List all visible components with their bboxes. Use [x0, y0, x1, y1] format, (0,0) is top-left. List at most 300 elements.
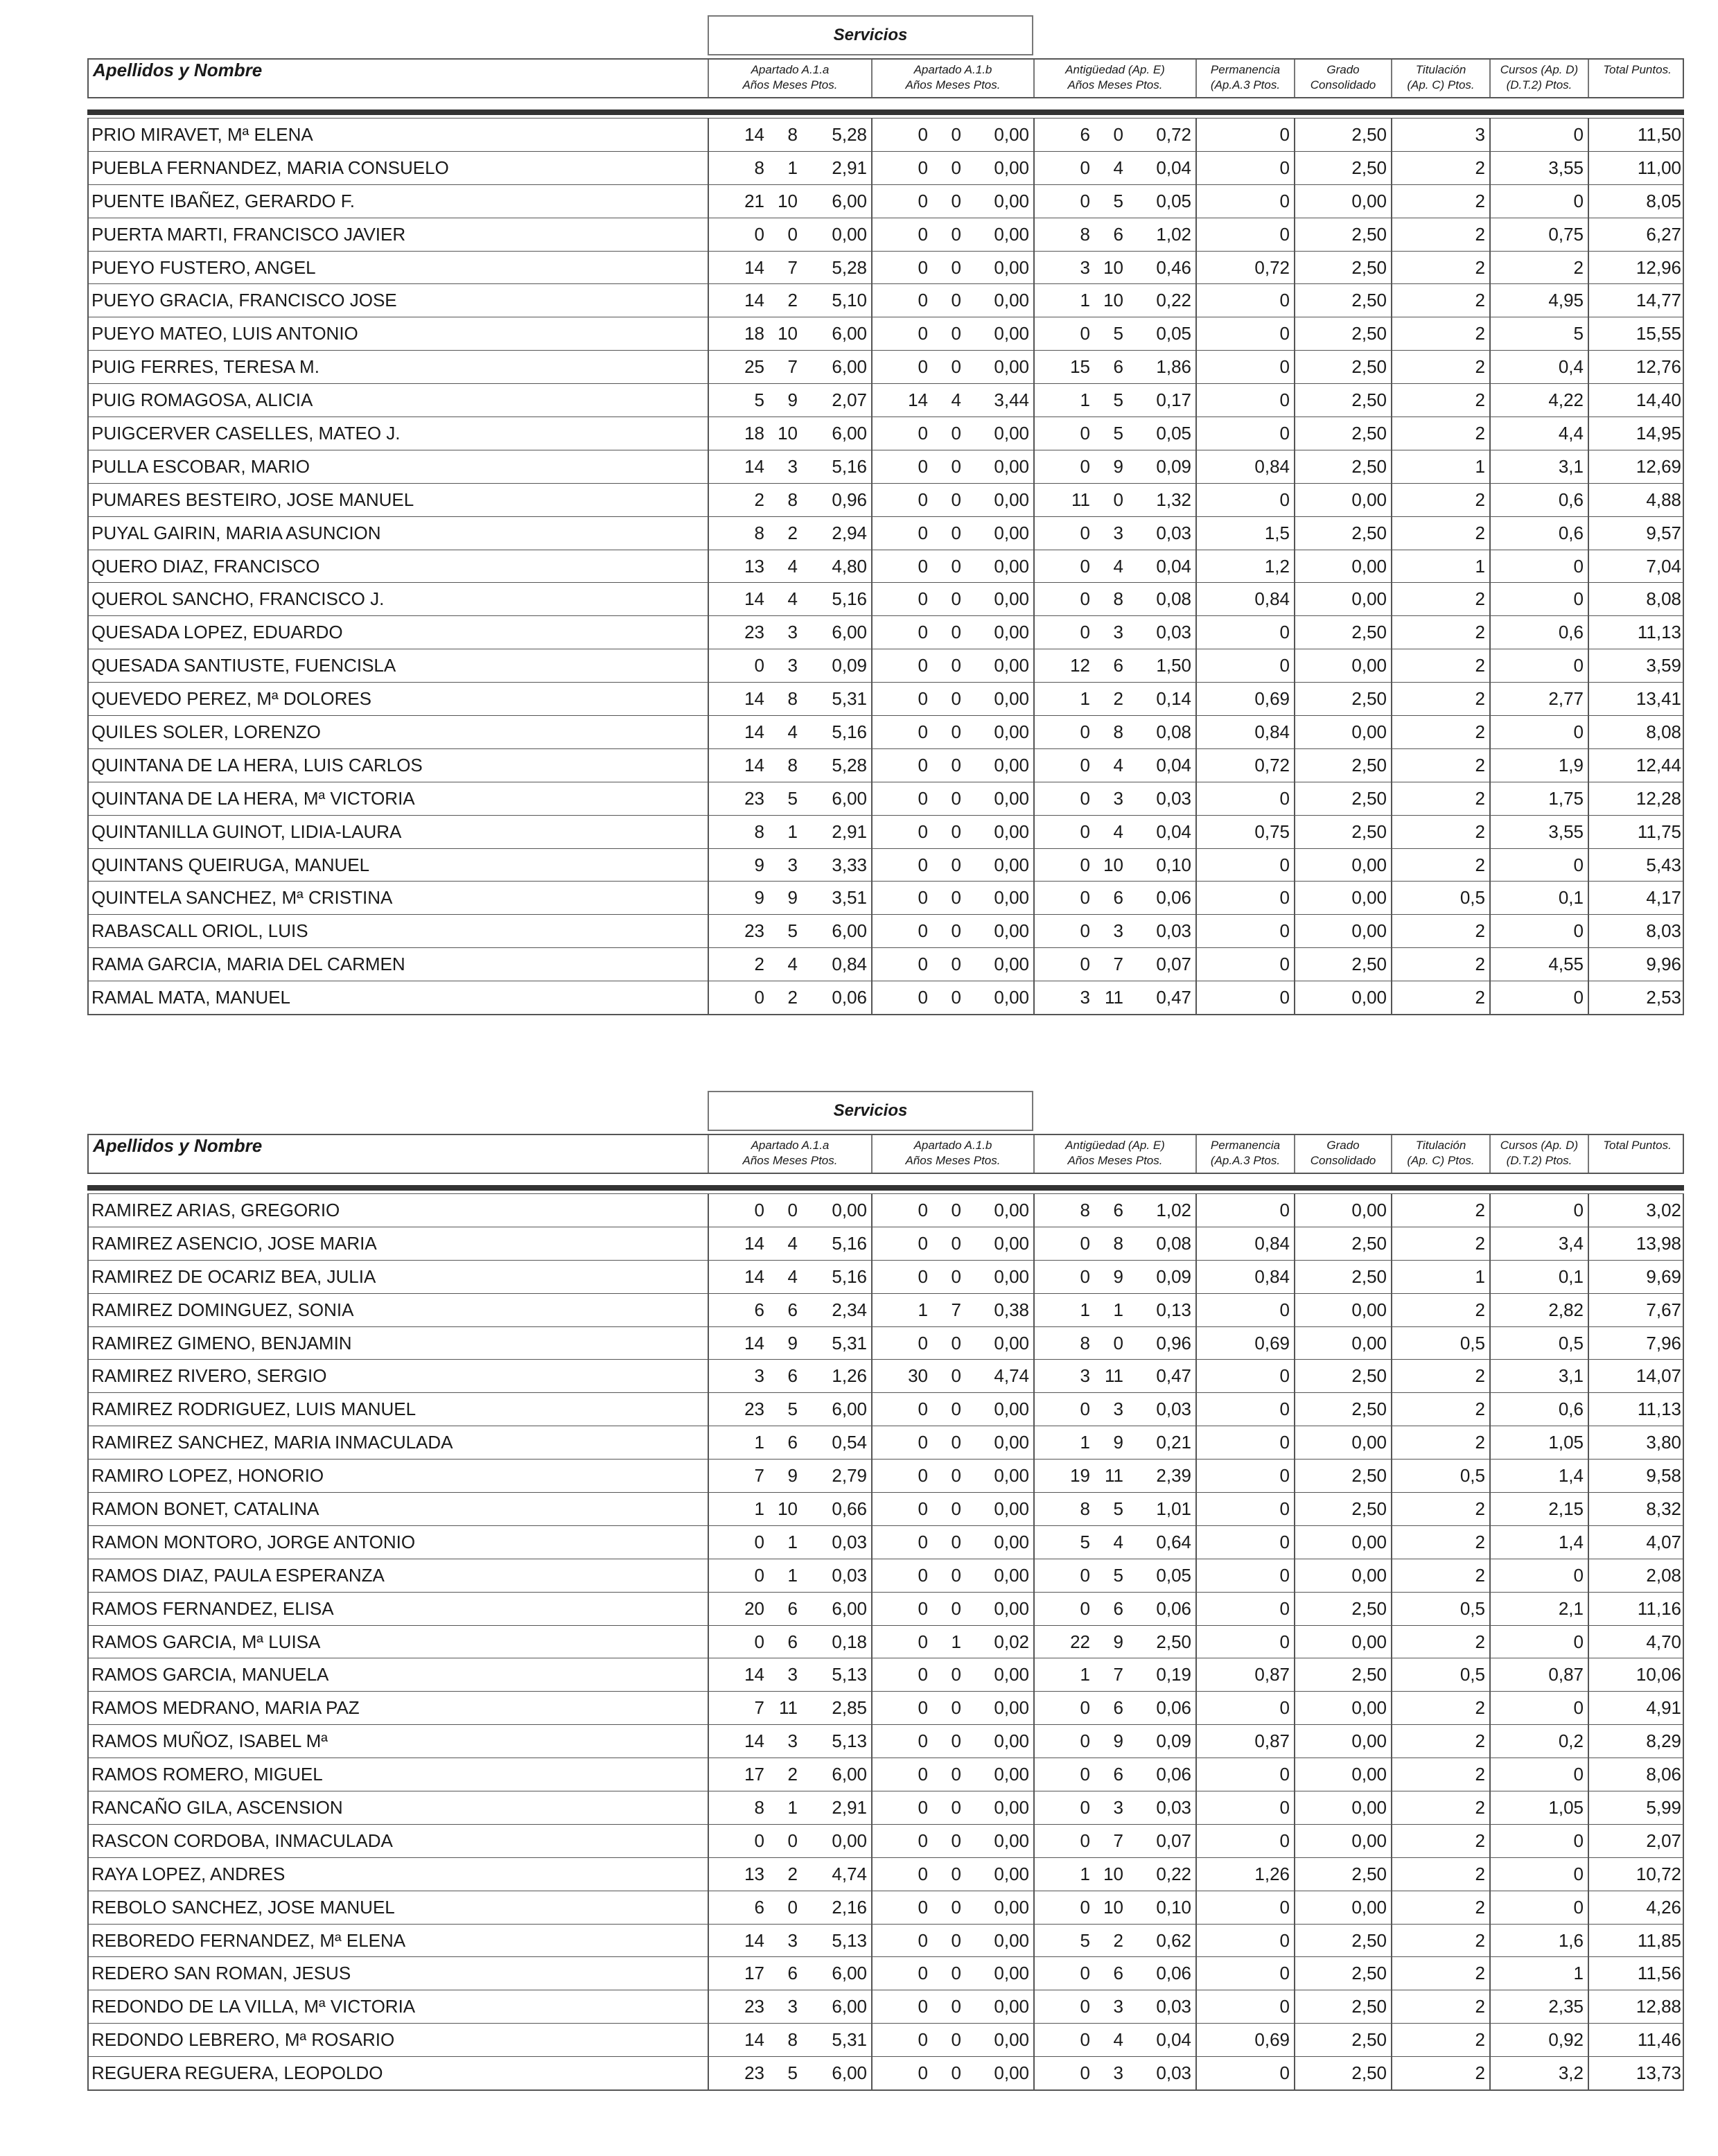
ant-points-cell: 0,07 [1128, 948, 1197, 981]
name-cell: QUESADA SANTIUSTE, FUENCISLA [89, 649, 709, 682]
titulacion-cell: 2 [1392, 252, 1491, 284]
name-cell: RAMAL MATA, MANUEL [89, 981, 709, 1014]
titulacion-cell: 2 [1392, 1791, 1491, 1824]
a1a-years-cell: 14 [744, 1232, 764, 1254]
ant-months-cell: 0 [1113, 1332, 1123, 1353]
grado-cell: 2,50 [1295, 351, 1392, 383]
ant-points-cell: 0,06 [1128, 1758, 1197, 1791]
a1a-points-cell: 0,03 [802, 1559, 873, 1592]
titulacion-cell: 2 [1392, 1227, 1491, 1260]
cursos-cell: 0 [1491, 1692, 1589, 1724]
titulacion-cell: 2 [1392, 915, 1491, 947]
titulacion-cell: 2 [1392, 1626, 1491, 1658]
permanencia-cell: 0,69 [1197, 683, 1295, 715]
table-row [89, 1359, 1683, 1392]
ant-years-cell: 0 [1080, 555, 1090, 577]
name-cell: QUEROL SANCHO, FRANCISCO J. [89, 583, 709, 615]
total-cell: 12,96 [1636, 256, 1681, 278]
name-cell: PUEYO FUSTERO, ANGEL [89, 252, 709, 284]
titulacion-cell: 2 [1392, 284, 1491, 317]
a1a-years-cell: 8 [754, 1797, 764, 1818]
grado-cell: 0,00 [1295, 1791, 1392, 1824]
table-row [89, 1326, 1683, 1360]
a1a-years-cell: 21 [744, 190, 764, 211]
ant-years-cell: 0 [1080, 754, 1090, 775]
ant-points-cell: 0,04 [1128, 152, 1197, 184]
a1a-months-cell: 4 [787, 1232, 798, 1254]
cursos-cell: 4,55 [1491, 948, 1589, 981]
a1a-points-cell: 5,28 [802, 252, 873, 284]
a1b-points-cell: 0,00 [965, 1493, 1035, 1525]
grado-cell: 2,50 [1295, 1493, 1392, 1525]
table-row [89, 283, 1683, 317]
name-cell: PULLA ESCOBAR, MARIO [89, 450, 709, 483]
table-row [89, 1791, 1683, 1824]
total-cell: 11,46 [1637, 2029, 1681, 2051]
total-cell: 2,53 [1646, 987, 1681, 1008]
permanencia-cell: 0 [1197, 1593, 1295, 1625]
a1b-months-cell: 0 [951, 356, 961, 378]
a1b-years-cell: 0 [918, 721, 928, 743]
a1a-years-cell: 0 [754, 1564, 764, 1586]
permanencia-cell: 0 [1197, 484, 1295, 516]
a1b-months-cell: 0 [951, 1697, 961, 1719]
name-cell: RAMIREZ RODRIGUEZ, LUIS MANUEL [89, 1393, 709, 1426]
titulacion-cell: 0,5 [1392, 1658, 1491, 1691]
table-row [89, 1459, 1683, 1492]
a1a-years-cell: 14 [744, 688, 764, 710]
cursos-cell: 1,05 [1491, 1791, 1589, 1824]
grado-cell: 2,50 [1295, 816, 1392, 848]
grado-cell: 2,50 [1295, 450, 1392, 483]
cursos-cell: 0 [1491, 849, 1589, 882]
a1b-years-cell: 0 [918, 1963, 928, 1984]
ant-years-cell: 0 [1080, 588, 1090, 610]
name-cell: PUIG ROMAGOSA, ALICIA [89, 384, 709, 417]
table-row [89, 682, 1683, 715]
total-cell: 3,59 [1646, 655, 1681, 676]
grado-cell: 0,00 [1295, 882, 1392, 914]
a1a-points-cell: 2,85 [802, 1692, 873, 1724]
a1a-years-cell: 17 [744, 1764, 764, 1785]
permanencia-cell: 1,26 [1197, 1858, 1295, 1891]
total-cell: 11,13 [1637, 622, 1681, 643]
ant-years-cell: 1 [1080, 688, 1090, 710]
permanencia-column-header: Permanencia (Ap.A.3 Ptos. [1197, 60, 1295, 97]
a1a-months-cell: 8 [787, 754, 798, 775]
a1b-years-cell: 0 [918, 522, 928, 543]
table-row [89, 1559, 1683, 1592]
ant-months-cell: 6 [1113, 887, 1123, 909]
name-cell: RAMIREZ ASENCIO, JOSE MARIA [89, 1227, 709, 1260]
ant-months-cell: 9 [1113, 1730, 1123, 1752]
ant-points-cell: 0,06 [1128, 1692, 1197, 1724]
a1a-points-cell: 2,34 [802, 1294, 873, 1326]
total-cell: 8,29 [1646, 1730, 1681, 1752]
ant-points-cell: 0,22 [1128, 1858, 1197, 1891]
a1a-months-cell: 2 [787, 987, 798, 1008]
cursos-cell: 0,6 [1491, 517, 1589, 550]
a1b-years-cell: 0 [918, 920, 928, 942]
table-row [89, 417, 1683, 450]
ant-months-cell: 5 [1113, 323, 1123, 344]
ant-months-cell: 2 [1113, 688, 1123, 710]
a1b-years-cell: 0 [918, 1830, 928, 1851]
cursos-cell: 0 [1491, 1858, 1589, 1891]
titulacion-cell: 2 [1392, 782, 1491, 815]
cursos-cell: 5 [1491, 317, 1589, 350]
cursos-cell: 0,5 [1491, 1327, 1589, 1360]
a1a-months-cell: 4 [787, 954, 798, 975]
ant-points-cell: 0,09 [1128, 1261, 1197, 1293]
a1a-points-cell: 5,16 [802, 1227, 873, 1260]
ant-years-cell: 1 [1080, 1664, 1090, 1685]
ant-years-cell: 0 [1080, 2062, 1090, 2084]
cursos-cell: 0,1 [1491, 882, 1589, 914]
a1b-years-cell: 0 [918, 124, 928, 145]
table-row [89, 1956, 1683, 1990]
table-row [89, 914, 1683, 947]
a1b-years-cell: 0 [918, 323, 928, 344]
a1b-months-cell: 0 [951, 1730, 961, 1752]
a1b-years-cell: 0 [918, 1996, 928, 2017]
a1a-years-cell: 1 [754, 1498, 764, 1520]
a1b-years-cell: 0 [918, 423, 928, 444]
titulacion-cell: 2 [1392, 218, 1491, 251]
a1a-points-cell: 3,33 [802, 849, 873, 882]
name-cell: RAMIRO LOPEZ, HONORIO [89, 1460, 709, 1492]
permanencia-cell: 0 [1197, 1493, 1295, 1525]
cursos-cell: 0 [1491, 1626, 1589, 1658]
ant-years-cell: 3 [1080, 1365, 1090, 1387]
titulacion-cell: 2 [1392, 1194, 1491, 1227]
a1b-points-cell: 0,00 [965, 782, 1035, 815]
a1a-years-cell: 14 [744, 256, 764, 278]
ant-months-cell: 7 [1113, 1830, 1123, 1851]
titulacion-cell: 2 [1392, 716, 1491, 748]
ant-years-cell: 12 [1070, 655, 1090, 676]
a1b-points-cell: 0,00 [965, 649, 1035, 682]
table-row [89, 1658, 1683, 1691]
total-cell: 8,32 [1646, 1498, 1681, 1520]
total-cell: 13,98 [1636, 1232, 1681, 1254]
grado-cell: 2,50 [1295, 1957, 1392, 1990]
grado-cell: 2,50 [1295, 152, 1392, 184]
name-cell: RANCAÑO GILA, ASCENSION [89, 1791, 709, 1824]
a1a-points-cell: 5,16 [802, 1261, 873, 1293]
a1a-points-cell: 6,00 [802, 1758, 873, 1791]
ant-points-cell: 0,09 [1128, 1725, 1197, 1758]
a1a-column-header: Apartado A.1.a Años Meses Ptos. [709, 60, 873, 97]
grado-cell: 2,50 [1295, 384, 1392, 417]
total-cell: 8,05 [1646, 190, 1681, 211]
a1a-months-cell: 4 [787, 555, 798, 577]
a1a-years-cell: 23 [744, 2062, 764, 2084]
a1b-points-cell: 0,00 [965, 1261, 1035, 1293]
ant-points-cell: 0,03 [1128, 517, 1197, 550]
ant-months-cell: 10 [1103, 854, 1123, 875]
a1b-years-cell: 0 [918, 1432, 928, 1453]
grado-cell: 2,50 [1295, 2024, 1392, 2056]
a1b-points-cell: 0,00 [965, 849, 1035, 882]
a1b-points-cell: 0,00 [965, 517, 1035, 550]
grado-cell: 0,00 [1295, 1626, 1392, 1658]
table-row [89, 881, 1683, 914]
permanencia-cell: 0 [1197, 1294, 1295, 1326]
permanencia-cell: 0 [1197, 317, 1295, 350]
total-cell: 4,91 [1646, 1697, 1681, 1719]
a1a-years-cell: 18 [744, 323, 764, 344]
a1a-months-cell: 11 [779, 1697, 798, 1719]
a1a-points-cell: 6,00 [802, 1990, 873, 2023]
total-cell: 11,16 [1637, 1597, 1681, 1619]
a1b-years-cell: 0 [918, 1664, 928, 1685]
a1b-months-cell: 0 [951, 1863, 961, 1884]
a1b-months-cell: 0 [951, 190, 961, 211]
titulacion-cell: 1 [1392, 550, 1491, 583]
total-cell: 4,17 [1646, 887, 1681, 909]
ant-months-cell: 9 [1113, 1265, 1123, 1287]
ant-years-cell: 0 [1080, 455, 1090, 477]
total-cell: 9,58 [1646, 1465, 1681, 1487]
a1b-years-cell: 0 [918, 754, 928, 775]
ant-months-cell: 10 [1103, 1896, 1123, 1918]
a1b-years-cell: 0 [918, 223, 928, 245]
ant-months-cell: 8 [1113, 588, 1123, 610]
name-cell: QUINTANA DE LA HERA, Mª VICTORIA [89, 782, 709, 815]
cursos-cell: 0 [1491, 1758, 1589, 1791]
ant-points-cell: 0,14 [1128, 683, 1197, 715]
table-row [89, 1625, 1683, 1658]
a1a-points-cell: 0,84 [802, 948, 873, 981]
a1a-years-cell: 0 [754, 1631, 764, 1652]
titulacion-cell: 2 [1392, 1925, 1491, 1957]
permanencia-cell: 0 [1197, 1925, 1295, 1957]
table-row [89, 2056, 1683, 2089]
a1a-months-cell: 4 [787, 588, 798, 610]
a1a-years-cell: 14 [744, 1664, 764, 1685]
cursos-cell: 1,05 [1491, 1426, 1589, 1459]
ant-years-cell: 0 [1080, 1564, 1090, 1586]
permanencia-cell: 1,2 [1197, 550, 1295, 583]
total-cell: 8,08 [1646, 588, 1681, 610]
a1a-months-cell: 7 [787, 356, 798, 378]
ant-points-cell: 0,06 [1128, 1957, 1197, 1990]
a1a-points-cell: 4,80 [802, 550, 873, 583]
ant-years-cell: 0 [1080, 787, 1090, 809]
a1a-points-cell: 6,00 [802, 616, 873, 649]
ant-points-cell: 0,03 [1128, 1990, 1197, 2023]
ant-months-cell: 5 [1113, 389, 1123, 411]
permanencia-cell: 0 [1197, 948, 1295, 981]
a1a-points-cell: 1,26 [802, 1360, 873, 1392]
ant-years-cell: 1 [1080, 1299, 1090, 1320]
grado-cell: 2,50 [1295, 218, 1392, 251]
permanencia-cell: 0 [1197, 351, 1295, 383]
a1a-years-cell: 14 [744, 1332, 764, 1353]
grado-cell: 0,00 [1295, 1327, 1392, 1360]
cursos-cell: 2,82 [1491, 1294, 1589, 1326]
a1a-years-cell: 0 [754, 987, 764, 1008]
a1b-months-cell: 0 [951, 954, 961, 975]
a1b-years-cell: 0 [918, 688, 928, 710]
a1b-years-cell: 0 [918, 489, 928, 510]
a1b-months-cell: 0 [951, 157, 961, 178]
name-cell: QUINTANS QUEIRUGA, MANUEL [89, 849, 709, 882]
a1b-years-cell: 0 [918, 854, 928, 875]
a1b-years-cell: 0 [918, 1863, 928, 1884]
name-cell: RAMIREZ DOMINGUEZ, SONIA [89, 1294, 709, 1326]
a1a-points-cell: 3,51 [802, 882, 873, 914]
ant-months-cell: 3 [1113, 1996, 1123, 2017]
titulacion-cell: 0,5 [1392, 882, 1491, 914]
servicios-header: Servicios [708, 1091, 1033, 1131]
ant-years-cell: 6 [1080, 124, 1090, 145]
titulacion-cell: 2 [1392, 2057, 1491, 2089]
ant-months-cell: 3 [1113, 622, 1123, 643]
a1b-months-cell: 0 [951, 1797, 961, 1818]
cursos-cell: 0,6 [1491, 484, 1589, 516]
ant-months-cell: 4 [1113, 555, 1123, 577]
permanencia-cell: 0,84 [1197, 583, 1295, 615]
permanencia-cell: 0 [1197, 384, 1295, 417]
grado-cell: 2,50 [1295, 1261, 1392, 1293]
cursos-cell: 0,1 [1491, 1261, 1589, 1293]
a1b-years-cell: 1 [918, 1299, 928, 1320]
table-row [89, 350, 1683, 383]
total-cell: 14,95 [1636, 423, 1681, 444]
name-cell: PUMARES BESTEIRO, JOSE MANUEL [89, 484, 709, 516]
a1a-months-cell: 3 [787, 1664, 798, 1685]
cursos-cell: 0,75 [1491, 218, 1589, 251]
a1a-years-cell: 0 [754, 1830, 764, 1851]
ant-years-cell: 1 [1080, 1863, 1090, 1884]
ant-months-cell: 7 [1113, 954, 1123, 975]
ant-months-cell: 3 [1113, 522, 1123, 543]
cursos-cell: 0 [1491, 981, 1589, 1014]
permanencia-cell: 0,69 [1197, 1327, 1295, 1360]
table-row [89, 981, 1683, 1014]
table-header [87, 58, 1684, 98]
a1a-months-cell: 5 [787, 787, 798, 809]
total-cell: 12,76 [1636, 356, 1681, 378]
a1a-months-cell: 0 [787, 1896, 798, 1918]
a1b-months-cell: 1 [951, 1631, 961, 1652]
a1a-years-cell: 14 [744, 588, 764, 610]
titulacion-cell: 2 [1392, 649, 1491, 682]
ant-months-cell: 6 [1113, 223, 1123, 245]
antiguedad-column-header: Antigüedad (Ap. E) Años Meses Ptos. [1035, 60, 1197, 97]
a1a-months-cell: 0 [787, 1200, 798, 1220]
ant-points-cell: 0,03 [1128, 1393, 1197, 1426]
total-cell: 11,56 [1637, 1963, 1681, 1984]
a1a-points-cell: 6,00 [802, 1957, 873, 1990]
name-cell: PUIG FERRES, TERESA M. [89, 351, 709, 383]
table-row [89, 649, 1683, 682]
ant-years-cell: 15 [1070, 356, 1090, 378]
a1b-points-cell: 0,00 [965, 252, 1035, 284]
permanencia-cell: 0 [1197, 218, 1295, 251]
table-row [89, 1525, 1683, 1559]
ant-points-cell: 0,62 [1128, 1925, 1197, 1957]
table-row [89, 1227, 1683, 1260]
a1a-months-cell: 9 [787, 887, 798, 909]
permanencia-cell: 0 [1197, 1460, 1295, 1492]
a1a-years-cell: 9 [754, 854, 764, 875]
titulacion-cell: 2 [1392, 1825, 1491, 1857]
name-cell: REDONDO LEBRERO, Mª ROSARIO [89, 2024, 709, 2056]
grado-cell: 2,50 [1295, 616, 1392, 649]
a1a-points-cell: 4,74 [802, 1858, 873, 1891]
cursos-column-header: Cursos (Ap. D) (D.T.2) Ptos. [1491, 60, 1589, 97]
ant-years-cell: 0 [1080, 423, 1090, 444]
titulacion-cell: 2 [1392, 849, 1491, 882]
a1a-months-cell: 3 [787, 655, 798, 676]
a1a-years-cell: 14 [744, 721, 764, 743]
titulacion-column-header: Titulación (Ap. C) Ptos. [1392, 60, 1491, 97]
total-cell: 4,26 [1646, 1896, 1681, 1918]
a1b-months-cell: 0 [951, 2029, 961, 2051]
a1a-years-cell: 7 [754, 1697, 764, 1719]
grado-cell: 0,00 [1295, 1758, 1392, 1791]
total-cell: 4,70 [1646, 1631, 1681, 1652]
a1a-points-cell: 6,00 [802, 782, 873, 815]
ant-years-cell: 0 [1080, 1830, 1090, 1851]
a1b-points-cell: 0,00 [965, 119, 1035, 151]
a1b-months-cell: 0 [951, 1432, 961, 1453]
a1b-points-cell: 0,00 [965, 1925, 1035, 1957]
a1b-months-cell: 0 [951, 1896, 961, 1918]
permanencia-cell: 0,84 [1197, 1261, 1295, 1293]
a1a-points-cell: 0,54 [802, 1426, 873, 1459]
name-cell: RAMOS GARCIA, MANUELA [89, 1658, 709, 1691]
cursos-cell: 0 [1491, 1825, 1589, 1857]
a1b-points-cell: 0,00 [965, 1227, 1035, 1260]
a1a-years-cell: 14 [744, 1730, 764, 1752]
a1a-months-cell: 8 [787, 688, 798, 710]
a1a-months-cell: 10 [778, 1498, 798, 1520]
permanencia-cell: 0 [1197, 616, 1295, 649]
total-cell: 3,80 [1646, 1432, 1681, 1453]
ant-months-cell: 3 [1113, 1797, 1123, 1818]
titulacion-cell: 2 [1392, 1725, 1491, 1758]
a1a-years-cell: 23 [744, 1996, 764, 2017]
a1b-years-cell: 0 [918, 1797, 928, 1818]
titulacion-cell: 2 [1392, 484, 1491, 516]
table-row [89, 748, 1683, 782]
a1b-months-cell: 0 [951, 1929, 961, 1951]
a1b-points-cell: 0,00 [965, 1593, 1035, 1625]
a1a-months-cell: 1 [787, 821, 798, 842]
name-cell: RAMOS FERNANDEZ, ELISA [89, 1593, 709, 1625]
a1a-months-cell: 0 [787, 223, 798, 245]
total-cell: 3,02 [1646, 1200, 1681, 1220]
titulacion-cell: 2 [1392, 1360, 1491, 1392]
a1b-points-cell: 0,00 [965, 152, 1035, 184]
ant-points-cell: 0,03 [1128, 782, 1197, 815]
a1a-months-cell: 2 [787, 522, 798, 543]
table-row [89, 2023, 1683, 2056]
a1a-years-cell: 14 [744, 754, 764, 775]
name-cell: REDERO SAN ROMAN, JESUS [89, 1957, 709, 1990]
ant-years-cell: 0 [1080, 854, 1090, 875]
a1a-points-cell: 6,00 [802, 317, 873, 350]
a1b-months-cell: 4 [951, 389, 961, 411]
a1b-points-cell: 0,00 [965, 2024, 1035, 2056]
table-body [87, 1193, 1684, 2091]
permanencia-cell: 0 [1197, 1758, 1295, 1791]
titulacion-cell: 2 [1392, 1559, 1491, 1592]
